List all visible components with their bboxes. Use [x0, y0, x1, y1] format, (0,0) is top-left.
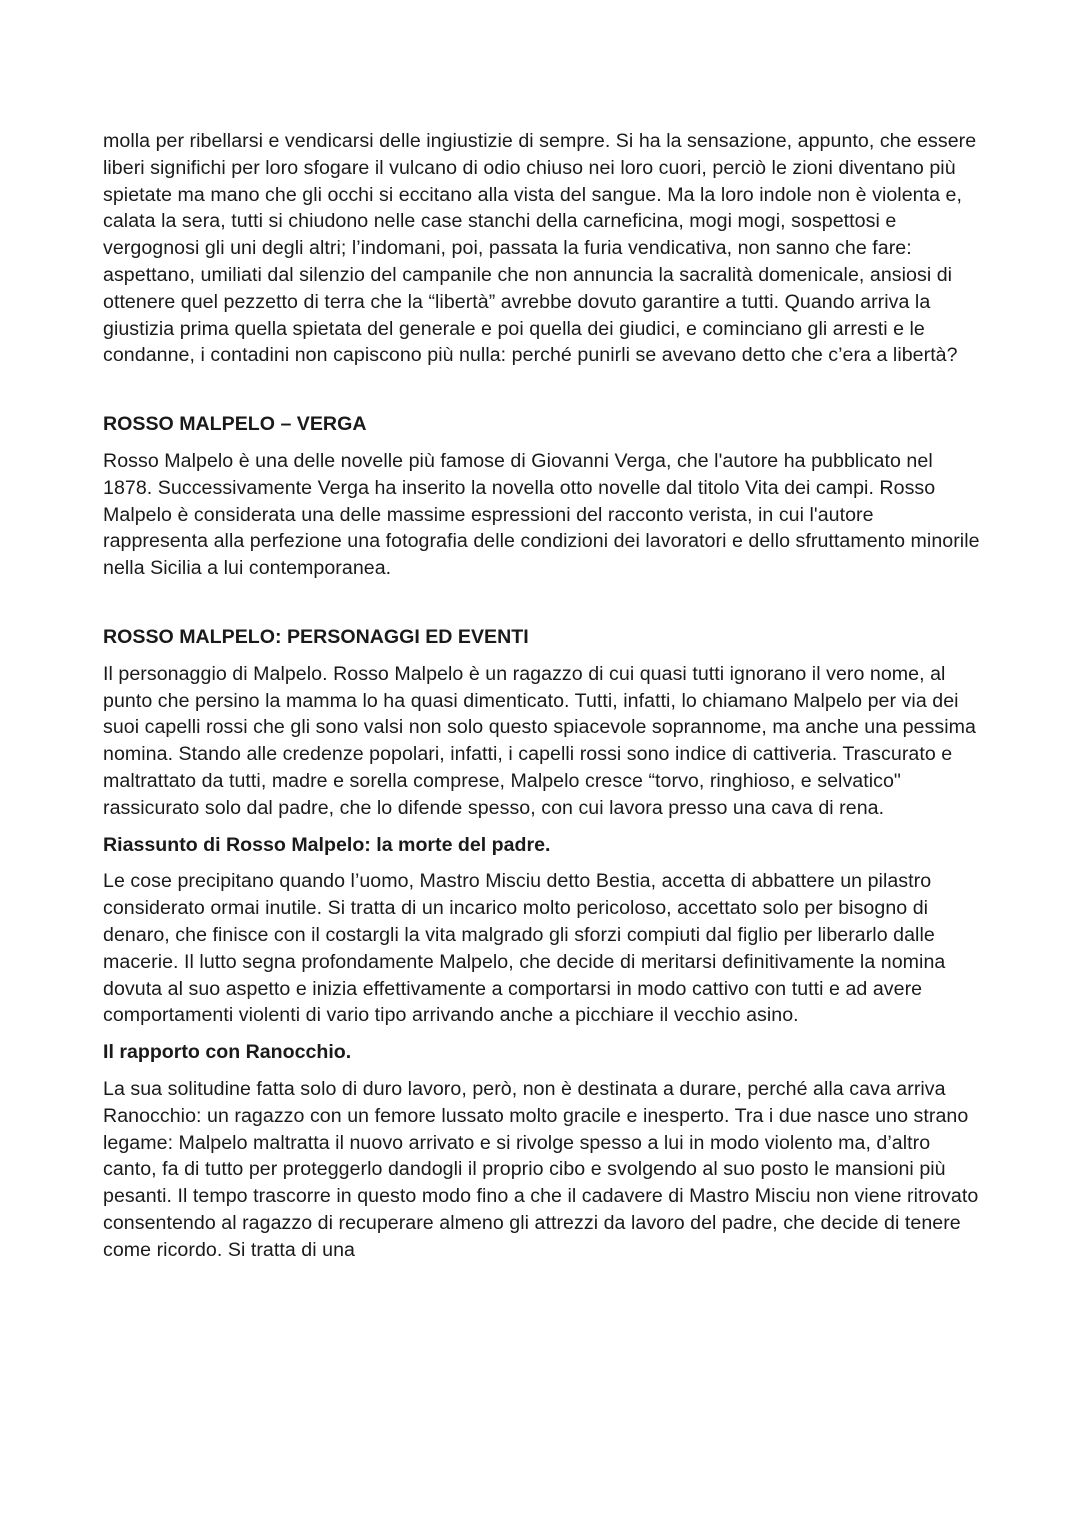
spacer	[103, 651, 983, 661]
subheading-morte-padre: Riassunto di Rosso Malpelo: la morte del padre.	[103, 833, 551, 856]
spacer	[103, 822, 983, 832]
spacer	[103, 1029, 983, 1039]
subheading-ranocchio: Il rapporto con Ranocchio.	[103, 1041, 352, 1064]
spacer	[103, 858, 983, 868]
section-paragraph-verga: Rosso Malpelo è una delle novelle più famose di Giovanni Verga, che l'autore ha pubblicato nel 1878. Successivamente Verga ha inserito la novella otto novelle dal titolo Vita dei campi. Rosso Malpelo è considerata una delle massime espressioni del racconto verista, in cui l'autore rappresenta alla perfezione una fotografia delle condizioni dei lavoratori e dello sfruttamento minorile nella Sicilia a lui contemporanea.	[103, 449, 980, 580]
section-heading-verga: ROSSO MALPELO – VERGA	[103, 413, 367, 436]
spacer	[103, 1066, 983, 1076]
paragraph-morte-padre: Le cose precipitano quando l’uomo, Mastro Misciu detto Bestia, accetta di abbattere un pilastro considerato ormai inutile. Si tratta di un incarico molto pericoloso, accettato solo per bisogno di denaro, che finisce con il costargli la vita malgrado gli sforzi compiuti dal figlio per liberarlo dalle macerie. Il lutto segna profondamente Malpelo, che decide di meritarsi definitivamente la nomina dovuta al suo aspetto e inizia effettivamente a comportarsi in modo cattivo con tutti e ad avere comportamenti violenti di vario tipo arrivando anche a picchiare il vecchio asino.	[103, 870, 946, 1027]
spacer	[103, 369, 983, 411]
section-paragraph-personaggi: Il personaggio di Malpelo. Rosso Malpelo è un ragazzo di cui quasi tutti ignorano il vero nome, al punto che persino la mamma lo ha quasi dimenticato. Tutti, infatti, lo chiamano Malpelo per via dei suoi capelli rossi che gli sono valsi non solo questo spiacevole soprannome, ma anche una pessima nomina. Stando alle credenze popolari, infatti, i capelli rossi sono indice di cattiveria. Trascurato e maltrattato da tutti, madre e sorella comprese, Malpelo cresce “torvo, ringhioso, e selvatico" rassicurato solo dal padre, che lo difende spesso, con cui lavora presso una cava di rena.	[103, 662, 976, 819]
spacer	[103, 438, 983, 448]
section-heading-personaggi: ROSSO MALPELO: PERSONAGGI ED EVENTI	[103, 625, 529, 648]
spacer	[103, 582, 983, 624]
paragraph-ranocchio: La sua solitudine fatta solo di duro lavoro, però, non è destinata a durare, perché alla cava arriva Ranocchio: un ragazzo con un femore lussato molto gracile e inesperto. Tra i due nasce uno strano legame: Malpelo maltratta il nuovo arrivato e si rivolge spesso a lui in modo violento ma, d’altro canto, fa di tutto per proteggerlo dandogli il proprio cibo e svolgendo al suo posto le mansioni più pesanti. Il tempo trascorre in questo modo fino a che il cadavere di Mastro Misciu non viene ritrovato consentendo al ragazzo di recuperare almeno gli attrezzi da lavoro del padre, che decide di tenere come ricordo. Si tratta di una	[103, 1077, 979, 1261]
intro-paragraph: molla per ribellarsi e vendicarsi delle ingiustizie di sempre. Si ha la sensazione, appunto, che essere liberi significhi per loro sfogare il vulcano di odio chiuso nei loro cuori, perciò le zioni diventano più spietate ma mano che gli occhi si eccitano alla vista del sangue. Ma la loro indole non è violenta e, calata la sera, tutti si chiudono nelle case stanchi della carneficina, mogi mogi, sospettosi e vergognosi gli uni degli altri; l’indomani, poi, passata la furia vendicativa, non sanno che fare: aspettano, umiliati dal silenzio del campanile che non annuncia la sacralità domenicale, ansiosi di ottenere quel pezzetto di terra che la “libertà” avrebbe dovuto garantire a tutti. Quando arriva la giustizia prima quella spietata del generale e poi quella dei giudici, e cominciano gli arresti e le condanne, i contadini non capiscono più nulla: perché punirli se avevano detto che c’era a libertà?	[103, 130, 977, 367]
document-page	[103, 128, 983, 1263]
